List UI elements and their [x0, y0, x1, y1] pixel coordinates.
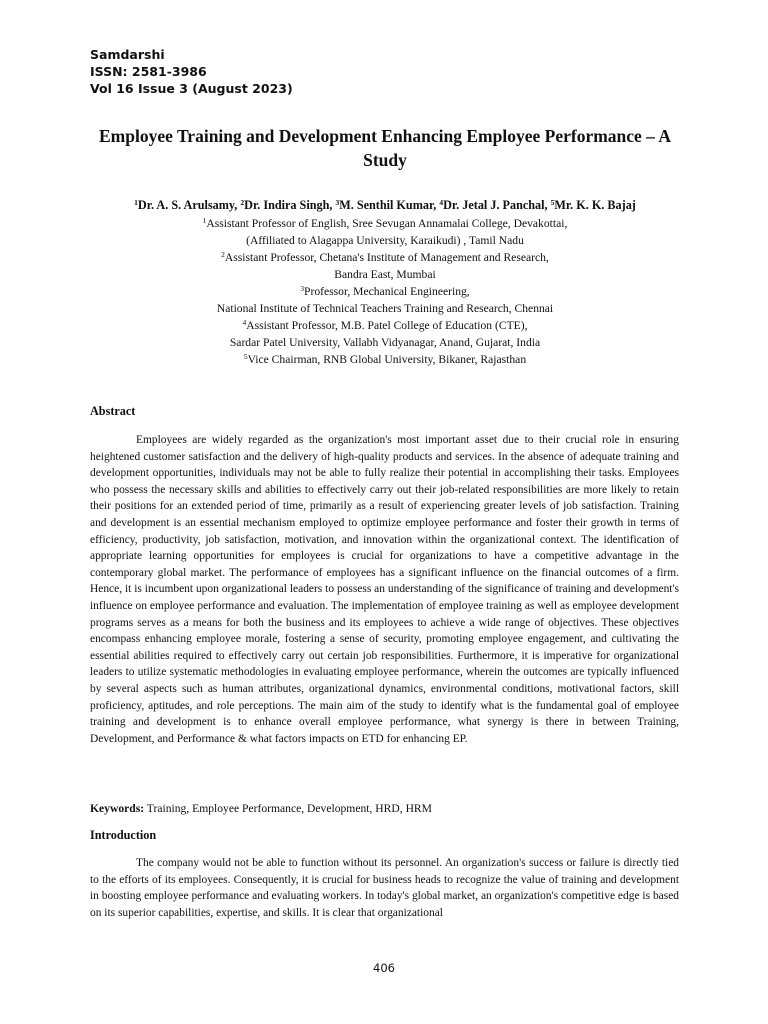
journal-header [90, 46, 293, 97]
affiliation-line: $^4$Assistant Professor, M.B. Patel College of Education (CTE), [242, 318, 528, 332]
author: $^1$Dr. A. S. Arulsamy, [134, 198, 241, 212]
affiliation-line: (Affiliated to Alagappa University, Karaikudi) , Tamil Nadu [246, 234, 524, 247]
author: $^4$Dr. Jetal J. Panchal, [439, 198, 551, 212]
affiliation-line: $^1$Assistant Professor of English, Sree Sevugan Annamalai College, Devakottai, [202, 216, 568, 230]
affiliation-line: $^5$Vice Chairman, RNB Global University, Bikaner, Rajasthan [243, 352, 527, 366]
affiliation-line: $^3$Professor, Mechanical Engineering, [300, 284, 470, 298]
affiliation-line: Bandra East, Mumbai [334, 268, 436, 281]
keywords-label: Keywords: [90, 802, 145, 815]
affiliation-line: National Institute of Technical Teachers Training and Research, Chennai [216, 302, 554, 315]
journal-volume: Vol 16 Issue 3 (August 2023) [90, 81, 293, 96]
page-number: 406 [373, 961, 395, 975]
affiliation-line: Sardar Patel University, Vallabh Vidyanagar, Anand, Gujarat, India [229, 336, 541, 349]
abstract-heading: Abstract [90, 404, 136, 418]
author: $^3$M. Senthil Kumar, [335, 198, 440, 212]
journal-name: Samdarshi [90, 47, 165, 62]
keywords-text: Training, Employee Performance, Development, HRD, HRM [144, 802, 432, 815]
paper-title: Employee Training and Development Enhancing Employee Performance – A Study [99, 126, 671, 170]
author: $^2$Dr. Indira Singh, [240, 198, 336, 212]
introduction-heading: Introduction [90, 828, 157, 842]
abstract-text: Employees are widely regarded as the organization's most important asset due to their crucial role in ensuring heightened customer satisfaction and the delivery of high-quality products and services. In the absence of adequate training and development opportunities, individuals may not be able to fully realize their potential in accomplishing their tasks. Employees who possess the necessary skills and abilities to effectively carry out their job-related responsibilities are more likely to retain their positions for an extended period of time, primarily as a result of experiencing greater levels of job satisfaction. Training and development is an essential mechanism employed to optimize employee performance and foster their growth in terms of efficiency, productivity, job satisfaction, motivation, and innovation within the organizational context. The identification of appropriate learning opportunities for employees is crucial for organizations to have a competitive advantage in the contemporary global market. The performance of employees has a significant influence on the financial outcomes of a firm. Hence, it is incumbent upon organizational leaders to possess an understanding of the significance of training and development's influence on employee performance and evaluation. The implementation of employee training as well as employee development programs serves as a means for both the business and its employees to achieve a wide range of objectives. These objectives encompass enhancing employee morale, fostering a sense of security, promoting employee engagement, and cultivating the essential abilities required to effectively carry out certain job responsibilities. Furthermore, it is imperative for organizational leaders to utilize systematic methodologies in evaluating employee performance, wherein the outcomes are typically influenced by several aspects such as human attributes, organizational dynamics, environmental conditions, motivational factors, skill proficiency, aptitudes, and role perceptions. The main aim of the study to identify what is the fundamental goal of employee training and development is to enhance overall employee performance, what synergy is there in between Training, Development, and Performance & what factors impacts on ETD for enhancing EP. [90, 434, 679, 745]
journal-issn: ISSN: 2581-3986 [90, 64, 207, 79]
keywords [90, 800, 679, 817]
author-list [90, 197, 680, 214]
affiliation-list [90, 215, 680, 368]
introduction-text: The company would not be able to function without its personnel. An organization's success or failure is directly tied to the efforts of its employees. Consequently, it is crucial for business heads to recognize the value of training and development in boosting employee performance and evaluating workers. In today's global market, an organization's competitive edge is based on its superior capabilities, expertise, and skills. It is clear that organizational [90, 857, 679, 919]
author: $^5$Mr. K. K. Bajaj [550, 198, 636, 212]
affiliation-line: $^2$Assistant Professor, Chetana's Institute of Management and Research, [221, 250, 549, 264]
